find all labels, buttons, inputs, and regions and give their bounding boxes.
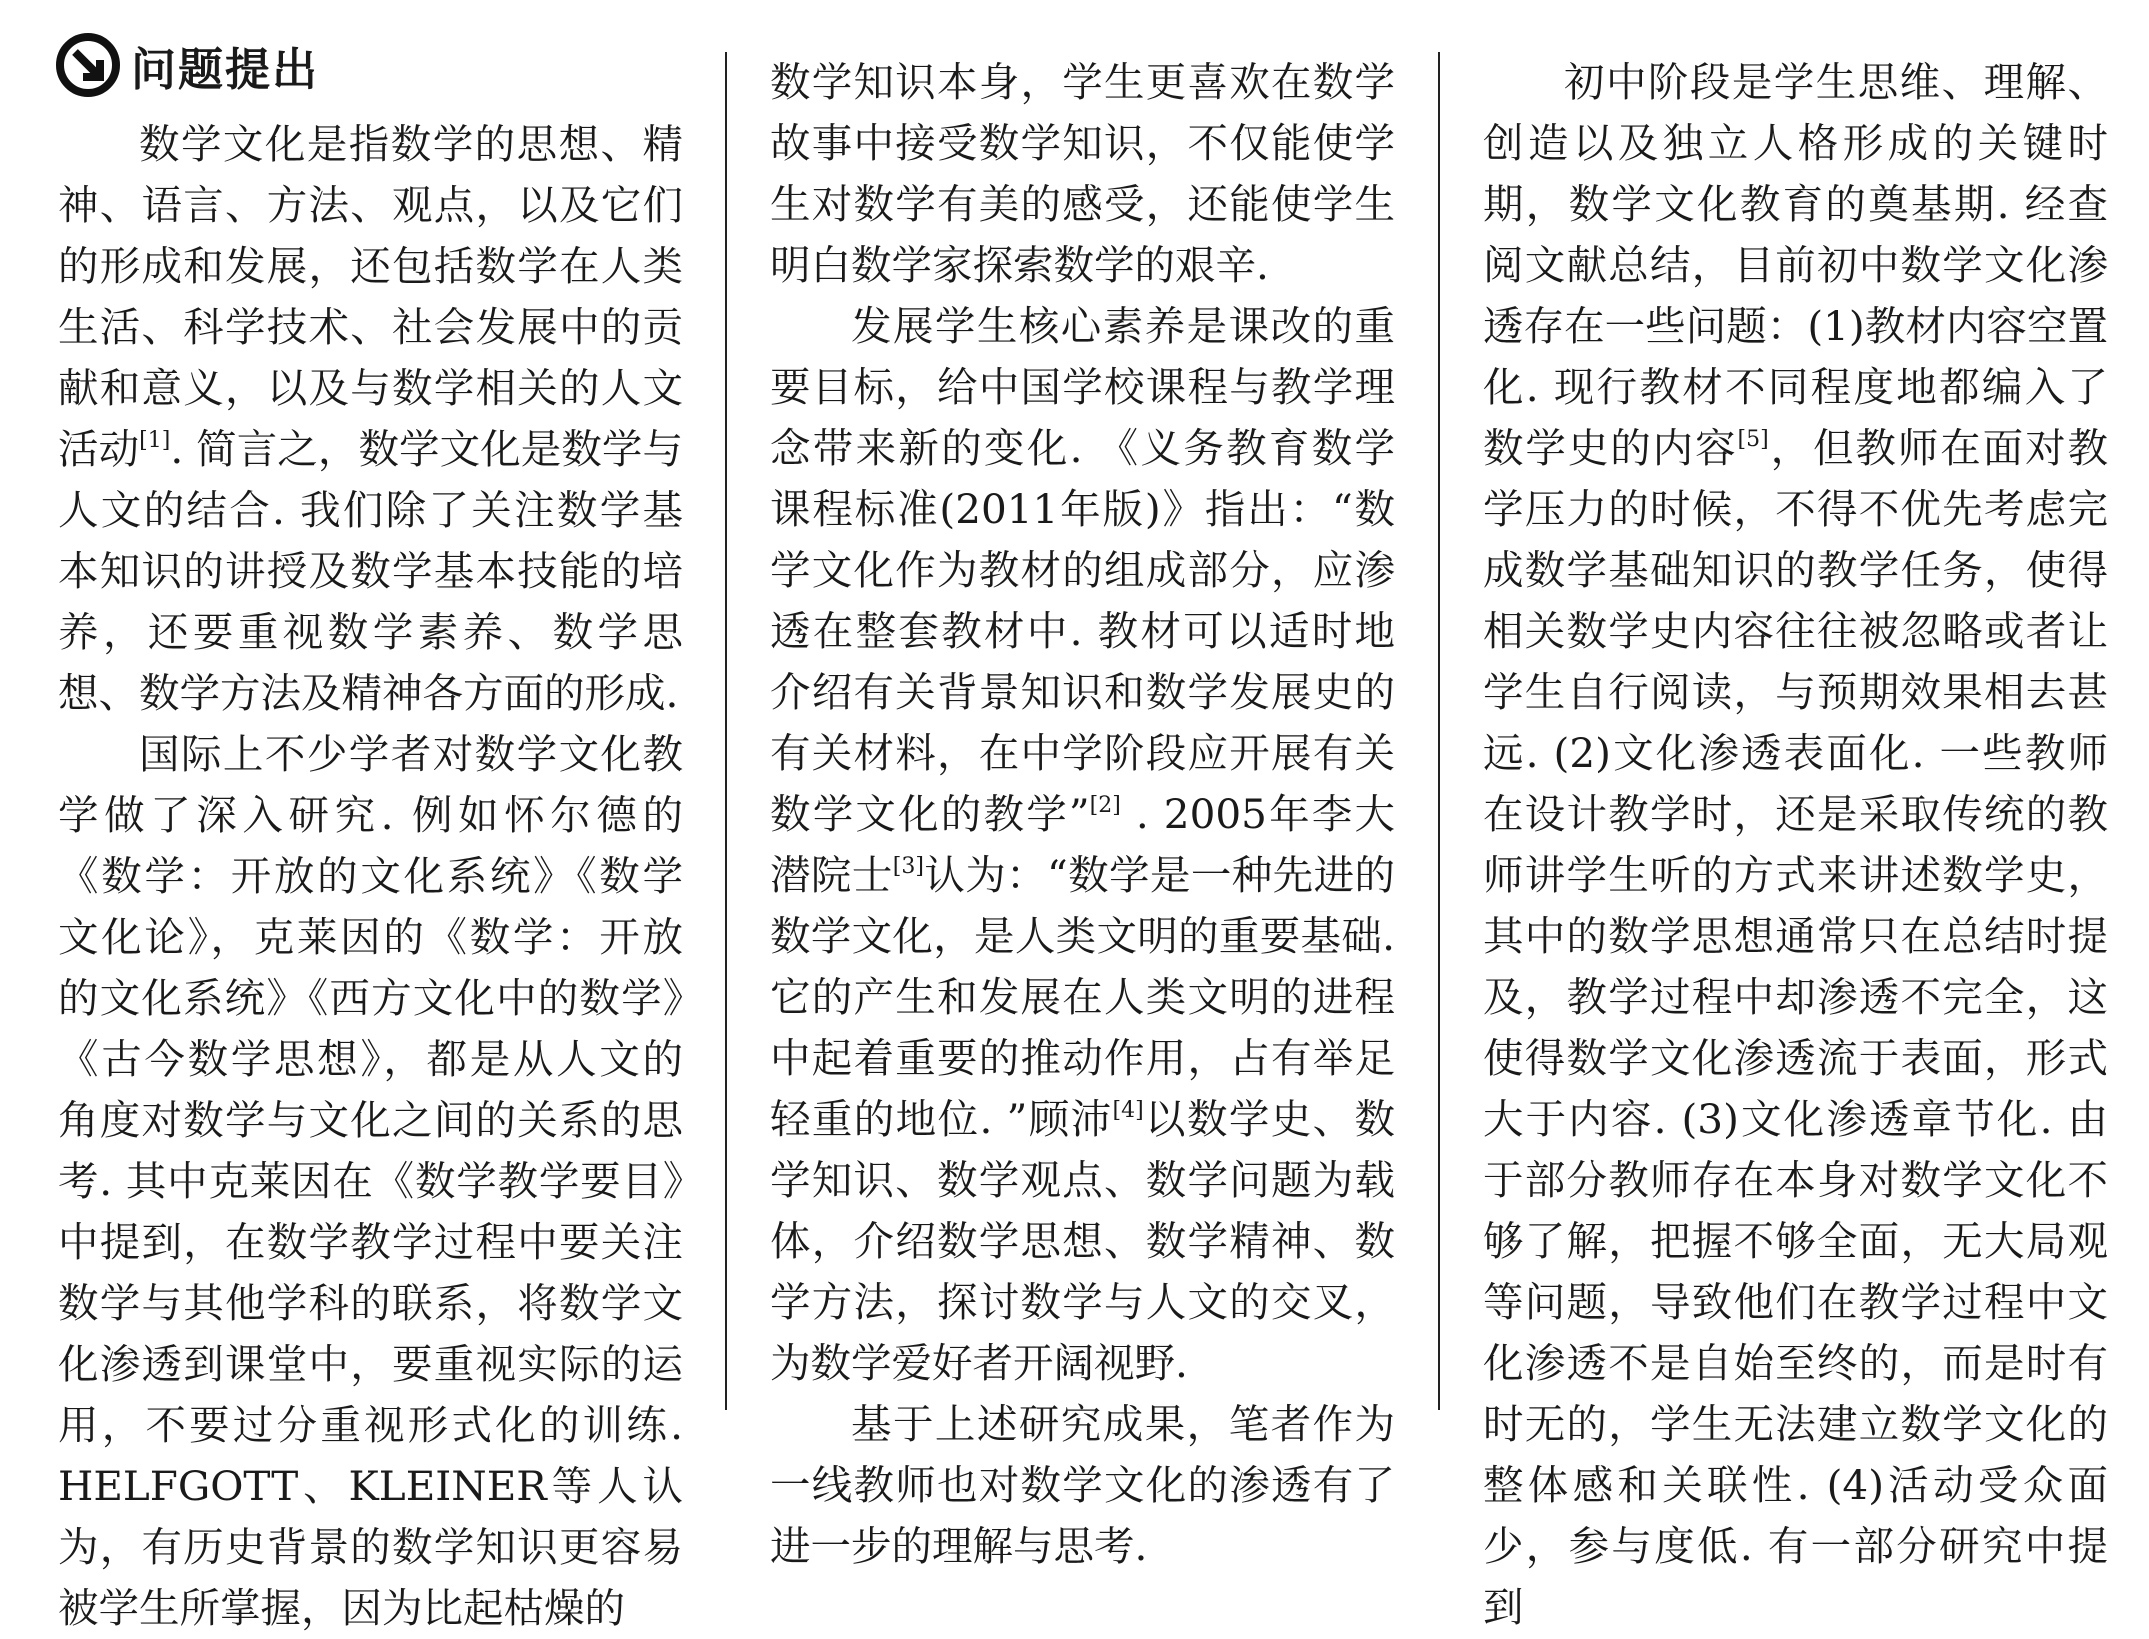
citation-ref: [5] <box>1737 427 1769 452</box>
citation-ref: [4] <box>1112 1098 1144 1123</box>
paragraph <box>770 296 1395 1394</box>
paragraph <box>770 52 1395 296</box>
paragraph-text: 发展学生核心素养是课改的重要目标，给中国学校课程与教学理念带来新的变化. 《义务教育数学课程标准(2011年版)》指出：“数学文化作为教材的组成部分，应渗透在整套教材中. 教材可以适时地介绍有关背景知识和数学发展史的有关材料，在中学阶段应开展有关数学文化的教学” <box>770 302 1395 838</box>
paragraph-text: 数学文化是指数学的思想、精神、语言、方法、观点，以及它们的形成和发展，还包括数学在人类生活、科学技术、社会发展中的贡献和意义，以及与数学相关的人文活动 <box>58 120 683 473</box>
paragraph-text: . 2005年李大潜院士 <box>770 790 1395 899</box>
paragraph-text: 以数学史、数学知识、数学观点、数学问题为载体，介绍数学思想、数学精神、数学方法，探讨数学与人文的交叉，为数学爱好者开阔视野. <box>770 1095 1396 1387</box>
paragraph <box>770 1394 1395 1577</box>
paragraph-text: 国际上不少学者对数学文化教学做了深入研究. 例如怀尔德的《数学：开放的文化系统》《数学文化论》，克莱因的《数学：开放的文化系统》《西方文化中的数学》《古今数学思想》，都是从人文的角度对数学与文化之间的关系的思考. 其中克莱因在《数学教学要目》中提到，在数学教学过程中要关注数学与其他学科的联系，将数学文化渗透到课堂中，要重视实际的运用，不要过分重视形式化的训练. HELFGOTT、KLEINER等人认为，有历史背景的数学知识更容易被学生所掌握，因为比起枯燥的 <box>58 730 683 1632</box>
paragraph-text: ，但教师在面对教学压力的时候，不得不优先考虑完成数学基础知识的教学任务，使得相关数学史内容往往被忽略或者让学生自行阅读，与预期效果相去甚远. (2)文化渗透表面化. 一些教师在设计教学时，还是采取传统的教师讲学生听的方式来讲述数学史，其中的数学思想通常只在总结时提及，教学过程中却渗透不完全，这使得数学文化渗透流于表面，形式大于内容. (3)文化渗透章节化. 由于部分教师存在本身对数学文化不够了解，把握不够全面，无大局观等问题，导致他们在教学过程中文化渗透不是自始至终的，而是时有时无的，学生无法建立数学文化的整体感和关联性. (4)活动受众面少，参与度低. 有一部分研究中提到 <box>1483 424 2109 1631</box>
paragraph-text: 初中阶段是学生思维、理解、创造以及独立人格形成的关键时期，数学文化教育的奠基期. 经查阅文献总结，目前初中数学文化渗透存在一些问题：(1)教材内容空置化. 现行教材不同程度地都编入了数学史的内容 <box>1483 58 2108 472</box>
paragraph-text: 基于上述研究成果，笔者作为一线教师也对数学文化的渗透有了进一步的理解与思考. <box>770 1400 1395 1570</box>
citation-ref: [2] <box>1089 793 1121 818</box>
paragraph-text: . 简言之，数学文化是数学与人文的结合. 我们除了关注数学基本知识的讲授及数学基本技能的培养，还要重视数学素养、数学思想、数学方法及精神各方面的形成. <box>58 425 683 717</box>
arrow-circle-icon <box>55 32 121 98</box>
text-column-2 <box>770 52 1395 1577</box>
paragraph-text: 数学知识本身，学生更喜欢在数学故事中接受数学知识，不仅能使学生对数学有美的感受，还能使学生明白数学家探索数学的艰辛. <box>770 58 1395 289</box>
citation-ref: [1] <box>139 428 171 453</box>
section-title: 问题提出 <box>131 42 320 96</box>
section-heading <box>55 30 319 100</box>
citation-ref: [3] <box>892 854 924 879</box>
paragraph-text: 认为：“数学是一种先进的数学文化，是人类文明的重要基础. 它的产生和发展在人类文明的进程中起着重要的推动作用，占有举足轻重的地位. ”顾沛 <box>770 851 1395 1143</box>
text-column-3 <box>1483 52 2108 1638</box>
paragraph <box>58 724 683 1639</box>
column-divider <box>1438 52 1440 1410</box>
column-divider <box>725 52 727 1410</box>
text-column-1 <box>58 114 683 1639</box>
paragraph <box>58 114 683 724</box>
paragraph <box>1483 52 2108 1638</box>
